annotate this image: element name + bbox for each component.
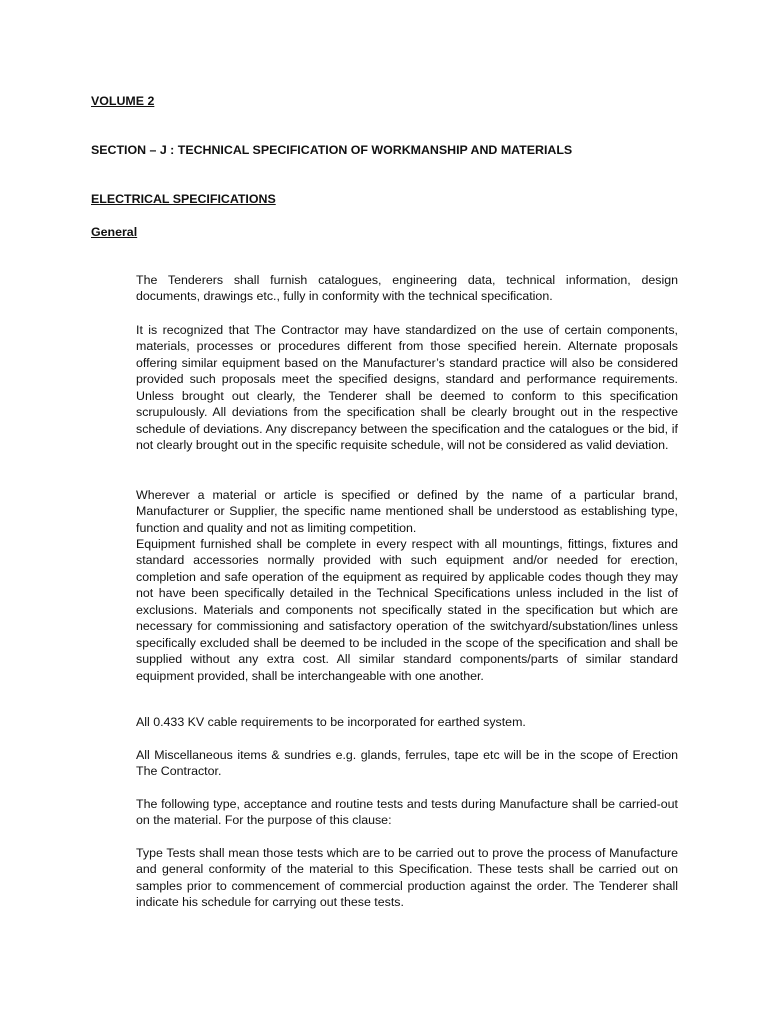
paragraph-standardization: It is recognized that The Contractor may have standardized on the use of certain components, materials, processes or procedures different from those specified herein. Alternate proposals offering similar equipment based on the Manufacturer’s standard practice will also be considered provided such proposals meet the specified designs, standard and performance requirements. Unless brought out clearly, the Tenderer shall be deemed to conform to this specification scrupulously. All deviations from the specification shall be clearly brought out in the respective schedule of deviations. Any discrepancy between the specification and the catalogues or the bid, if not clearly brought out in the specific requisite schedule, will not be considered as valid deviation. <box>136 323 678 453</box>
paragraph-cable-requirements: All 0.433 KV cable requirements to be incorporated for earthed system. <box>136 715 526 729</box>
paragraph-brand-names: Wherever a material or article is specified or defined by the name of a particular brand, Manufacturer or Supplier, the specific name mentioned shall be understood as establishing type, function and quality and not as limiting competition. <box>136 488 678 535</box>
paragraph-catalogues: The Tenderers shall furnish catalogues, engineering data, technical information, design documents, drawings etc., fully in conformity with the technical specification. <box>136 273 678 304</box>
volume-heading: VOLUME 2 <box>91 94 155 108</box>
paragraph-miscellaneous-items: All Miscellaneous items & sundries e.g. glands, ferrules, tape etc will be in the scope of Erection The Contractor. <box>136 748 678 779</box>
paragraph-equipment-completeness: Equipment furnished shall be complete in every respect with all mountings, fittings, fixtures and standard accessories normally provided with such equipment and/or needed for erection, completion and safe operation of the equipment as required by applicable codes though they may not have been specifically detailed in the Technical Specifications unless included in the list of exclusions. Materials and components not specifically stated in the specification but which are necessary for commissioning and satisfactory operation of the switchyard/substation/lines unless specifically excluded shall be deemed to be included in the scope of the specification and shall be supplied without any extra cost. All similar standard components/parts of similar standard equipment provided, shall be interchangeable with one another. <box>136 537 678 683</box>
general-heading: General <box>91 225 138 239</box>
section-heading: SECTION – J : TECHNICAL SPECIFICATION OF WORKMANSHIP AND MATERIALS <box>91 143 573 157</box>
paragraph-type-tests: Type Tests shall mean those tests which are to be carried out to prove the process of Manufacture and general conformity of the material to this Specification. These tests shall be carried out on samples prior to commencement of commercial production against the order. The Tenderer shall indicate his schedule for carrying out these tests. <box>136 846 678 910</box>
subsection-heading: ELECTRICAL SPECIFICATIONS <box>91 192 276 206</box>
paragraph-tests-intro: The following type, acceptance and routine tests and tests during Manufacture shall be carried-out on the material. For the purpose of this clause: <box>136 797 678 828</box>
